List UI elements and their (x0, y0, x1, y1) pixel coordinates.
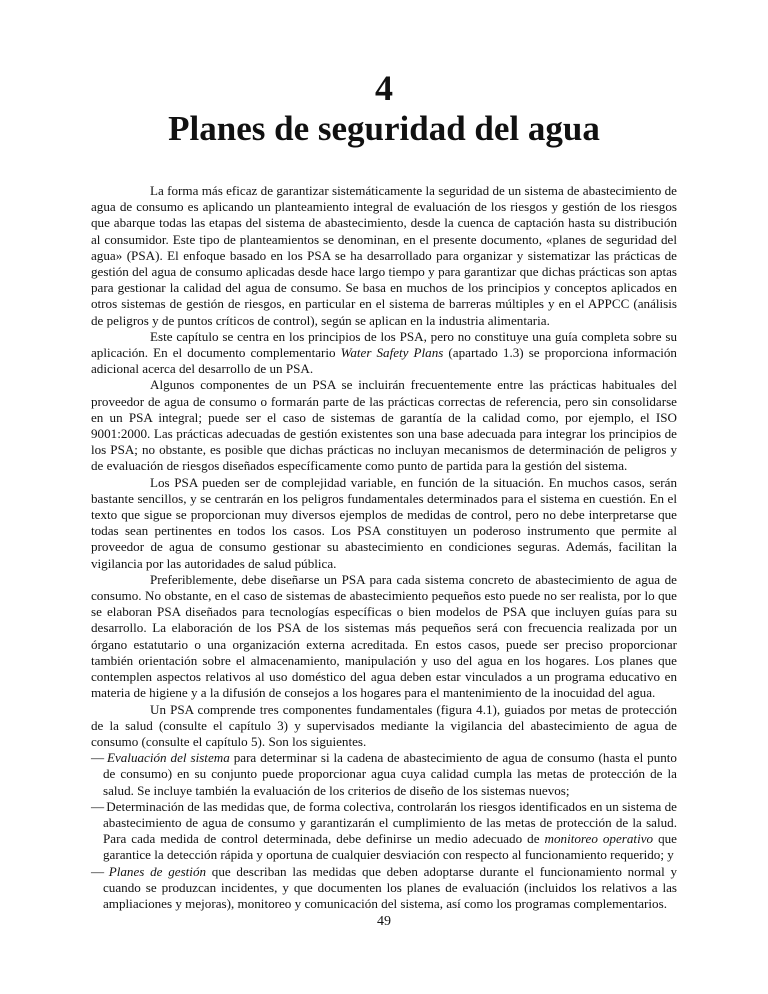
list-item-term: Evaluación del sistema (106, 750, 230, 766)
list-item-text: que describan las medidas que deben adoptarse durante el funcionamiento normal y cuando se produzcan incidentes, y que documenten los planes de evaluación (incluidos los relativos a las ampliaciones y mejoras), monitoreo y comunicación del sistema, así como los programas complementarios. (103, 863, 677, 911)
list-item (91, 864, 677, 913)
paragraph-3: Algunos componentes de un PSA se incluirán frecuentemente entre las prácticas habituales del proveedor de agua de consumo o formarán parte de las prácticas correctas de referencia, pero sin consolidarse en un PSA integral; puede ser el caso de sistemas de garantía de la calidad como, por ejemplo, el ISO 9001:2000. Las prácticas adecuadas de gestión existentes son una base adecuada para integrar los principios de los PSA; no obstante, es posible que dichas prácticas no incluyan mecanismos de determinación de peligros y de evaluación de riesgos diseñados específicamente como punto de partida para la gestión del sistema. (91, 377, 677, 474)
components-list (91, 750, 677, 912)
list-item-text: para determinar si la cadena de abastecimiento de agua de consumo (hasta el punto de consumo) en su conjunto puede proporcionar agua cuya calidad cumpla las metas de protección de la salud. Se incluye también la evaluación de los criterios de diseño de los sistemas nuevos; (103, 750, 677, 798)
chapter-number: 4 (375, 68, 393, 108)
paragraph-2 (91, 329, 677, 378)
page-number: 49 (377, 914, 391, 929)
paragraph-4: Los PSA pueden ser de complejidad variable, en función de la situación. En muchos casos, serán bastante sencillos, y se centrarán en los peligros fundamentales determinados para el sistema en cuestión. En el texto que sigue se proporcionan muy diversos ejemplos de medidas de control, pero no debe interpretarse que todas sean pertinentes en todos los casos. Los PSA constituyen un poderoso instrumento que permite al proveedor de agua de consumo gestionar su abastecimiento en condiciones seguras. Además, facilitan la vigilancia por las autoridades de salud pública. (91, 474, 677, 571)
paragraph-2-text-b: (apartado 1.3) se proporciona información adicional acerca del desarrollo de un PSA. (91, 345, 677, 377)
list-item-text: que garantice la detección rápida y oportuna de cualquier desviación con respecto al funcionamiento requerido; y (103, 831, 677, 863)
chapter-title: Planes de seguridad del agua (168, 109, 600, 148)
paragraph-1: La forma más eficaz de garantizar sistemáticamente la seguridad de un sistema de abastecimiento de agua de consumo es aplicando un planteamiento integral de evaluación de los riesgos y gestión de los riesgos que abarque todas las etapas del sistema de abastecimiento, desde la cuenca de captación hasta su distribución al consumidor. Este tipo de planteamientos se denominan, en el presente documento, «planes de seguridad del agua» (PSA). El enfoque basado en los PSA se ha desarrollado para organizar y sistematizar las prácticas de gestión del agua de consumo aplicadas desde hace largo tiempo y para garantizar que dichas prácticas son aptas para gestionar la calidad del agua de consumo. Se basa en muchos de los principios y conceptos aplicados en otros sistemas de gestión de riesgos, en particular en el sistema de barreras múltiples y en el APPCC (análisis de peligros y de puntos críticos de control), según se aplican en la industria alimentaria. (91, 183, 677, 328)
dash-bullet: — (91, 798, 105, 814)
body-text (91, 183, 677, 912)
document-title-water-safety-plans: Water Safety Plans (340, 345, 444, 361)
list-item-text: Determinación de las medidas que, de forma colectiva, controlarán los riesgos identificados en un sistema de abastecimiento de agua de consumo y garantizarán el cumplimiento de las metas de protección de la salud. Para cada medida de control determinada, debe definirse un medio adecuado de (103, 798, 677, 847)
list-item (91, 750, 677, 799)
paragraph-5: Preferiblemente, debe diseñarse un PSA para cada sistema concreto de abastecimiento de agua de consumo. No obstante, en el caso de sistemas de abastecimiento pequeños esto puede no ser realista, por lo que se elaboran PSA diseñados para tecnologías específicas o bien modelos de PSA que incluyen guías para su desarrollo. La elaboración de los PSA de los sistemas más pequeños será con frecuencia realizada por un órgano estatutario o una organización externa acreditada. En estos casos, puede ser preciso proporcionar también orientación sobre el almacenamiento, manipulación y uso del agua en los hogares. Los planes que contemplen aspectos relativos al uso doméstico del agua deben estar vinculados a un programa educativo en materia de higiene y a la difusión de consejos a los hogares para el mantenimiento de la inocuidad del agua. (91, 571, 677, 701)
dash-bullet: — (91, 863, 105, 879)
dash-bullet: — (91, 750, 105, 766)
list-item (91, 799, 677, 864)
paragraph-6: Un PSA comprende tres componentes fundamentales (figura 4.1), guiados por metas de protección de la salud (consulte el capítulo 3) y supervisados mediante la vigilancia del abastecimiento de agua de consumo (consulte el capítulo 5). Son los siguientes. (91, 701, 677, 749)
paragraph-2-text-a: Este capítulo se centra en los principios de los PSA, pero no constituye una guía completa sobre su aplicación. En el documento complementario (91, 328, 677, 361)
list-item-term: monitoreo operativo (544, 831, 654, 847)
list-item-term: Planes de gestión (108, 863, 207, 879)
